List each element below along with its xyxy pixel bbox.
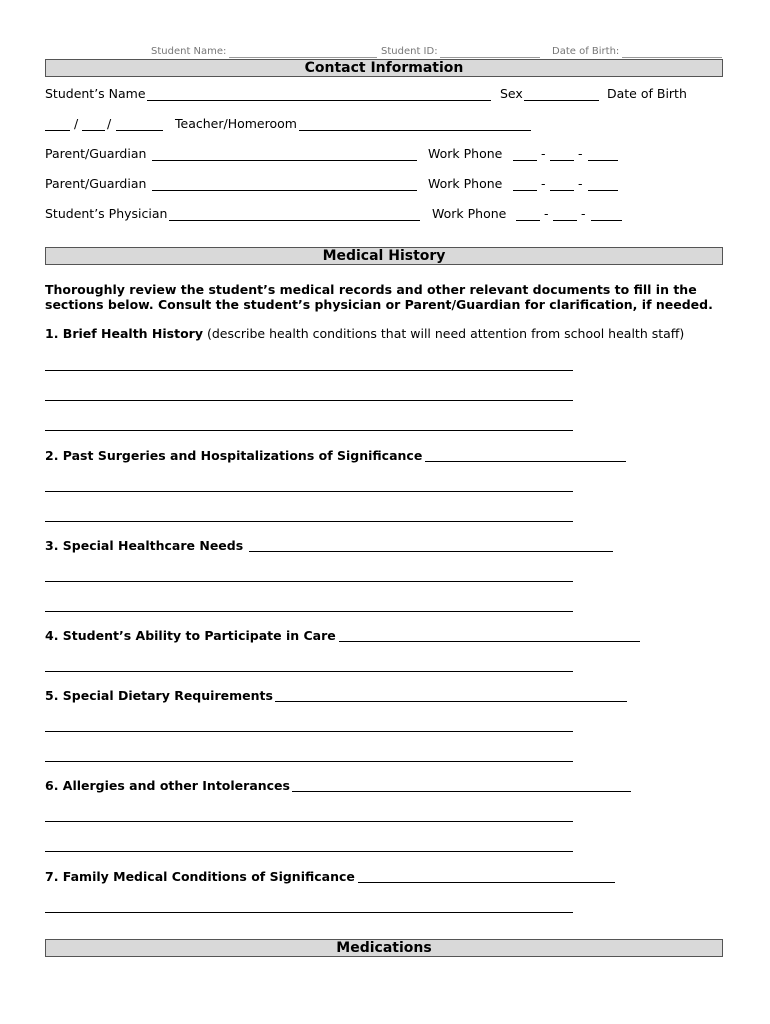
header-student-name-label: Student Name:: [151, 46, 227, 57]
header-student-name-line[interactable]: [229, 57, 377, 58]
teacher-field[interactable]: [299, 130, 531, 131]
physician-phone-prefix[interactable]: [553, 220, 577, 221]
date-sep-2: /: [107, 116, 112, 131]
parent2-phone-line[interactable]: [588, 190, 618, 191]
q6-line-1[interactable]: [45, 821, 573, 822]
contact-info-title: Contact Information: [45, 59, 723, 77]
q7-line-1[interactable]: [45, 912, 573, 913]
phone-dash: -: [578, 176, 583, 191]
q1-line-3[interactable]: [45, 430, 573, 431]
q4-label: 4. Student’s Ability to Participate in Care: [45, 628, 336, 643]
q5-line-2[interactable]: [45, 761, 573, 762]
phone-dash: -: [541, 146, 546, 161]
parent2-field[interactable]: [152, 190, 417, 191]
q7-label: 7. Family Medical Conditions of Significance: [45, 869, 355, 884]
physician-field[interactable]: [169, 220, 420, 221]
q7-inline-line[interactable]: [358, 882, 615, 883]
header-student-id-line[interactable]: [440, 57, 540, 58]
parent1-field[interactable]: [152, 160, 417, 161]
q1-heading: [45, 326, 684, 341]
q5-label: 5. Special Dietary Requirements: [45, 688, 273, 703]
medications-title: Medications: [45, 939, 723, 957]
q3-line-2[interactable]: [45, 611, 573, 612]
teacher-label: Teacher/Homeroom: [175, 116, 297, 131]
dob-year-field[interactable]: [116, 130, 163, 131]
q4-line-1[interactable]: [45, 671, 573, 672]
parent2-phone-prefix[interactable]: [550, 190, 574, 191]
q2-line-2[interactable]: [45, 521, 573, 522]
medical-history-title: Medical History: [45, 247, 723, 265]
q1-hint: (describe health conditions that will need attention from school health staff): [203, 326, 685, 341]
sex-label: Sex: [500, 86, 523, 101]
parent1-phone-area[interactable]: [513, 160, 537, 161]
physician-label: Student’s Physician: [45, 206, 168, 221]
header-student-id-label: Student ID:: [381, 46, 438, 57]
parent2-phone-area[interactable]: [513, 190, 537, 191]
physician-phone-area[interactable]: [516, 220, 540, 221]
q2-label: 2. Past Surgeries and Hospitalizations of Significance: [45, 448, 423, 463]
q5-line-1[interactable]: [45, 731, 573, 732]
q5-inline-line[interactable]: [275, 701, 627, 702]
date-sep-1: /: [74, 116, 79, 131]
phone-dash: -: [544, 206, 549, 221]
q3-line-1[interactable]: [45, 581, 573, 582]
dob-month-field[interactable]: [45, 130, 70, 131]
header-dob-label: Date of Birth:: [552, 46, 620, 57]
physician-phone-line[interactable]: [591, 220, 622, 221]
parent1-phone-prefix[interactable]: [550, 160, 574, 161]
student-name-field[interactable]: [147, 100, 491, 101]
phone-dash: -: [578, 146, 583, 161]
q2-inline-line[interactable]: [425, 461, 626, 462]
q1-label: 1. Brief Health History: [45, 326, 203, 341]
q1-line-2[interactable]: [45, 400, 573, 401]
q6-inline-line[interactable]: [292, 791, 631, 792]
dob-day-field[interactable]: [82, 130, 105, 131]
sex-field[interactable]: [524, 100, 599, 101]
q2-line-1[interactable]: [45, 491, 573, 492]
dob-label: Date of Birth: [607, 86, 687, 101]
student-name-label: Student’s Name: [45, 86, 146, 101]
parent1-work-phone-label: Work Phone: [428, 146, 503, 161]
q1-line-1[interactable]: [45, 370, 573, 371]
q4-inline-line[interactable]: [339, 641, 640, 642]
header-dob-line[interactable]: [622, 57, 722, 58]
parent1-phone-line[interactable]: [588, 160, 618, 161]
phone-dash: -: [541, 176, 546, 191]
q3-label: 3. Special Healthcare Needs: [45, 538, 244, 553]
q3-inline-line[interactable]: [249, 551, 613, 552]
q6-line-2[interactable]: [45, 851, 573, 852]
parent2-work-phone-label: Work Phone: [428, 176, 503, 191]
q6-label: 6. Allergies and other Intolerances: [45, 778, 290, 793]
instructions-text: Thoroughly review the student’s medical records and other relevant documents to fill in the sections below. Consult the student’s physician or Parent/Guardian for clarification, if needed.: [45, 282, 713, 312]
parent2-label: Parent/Guardian: [45, 176, 147, 191]
parent1-label: Parent/Guardian: [45, 146, 147, 161]
physician-work-phone-label: Work Phone: [432, 206, 507, 221]
phone-dash: -: [581, 206, 586, 221]
